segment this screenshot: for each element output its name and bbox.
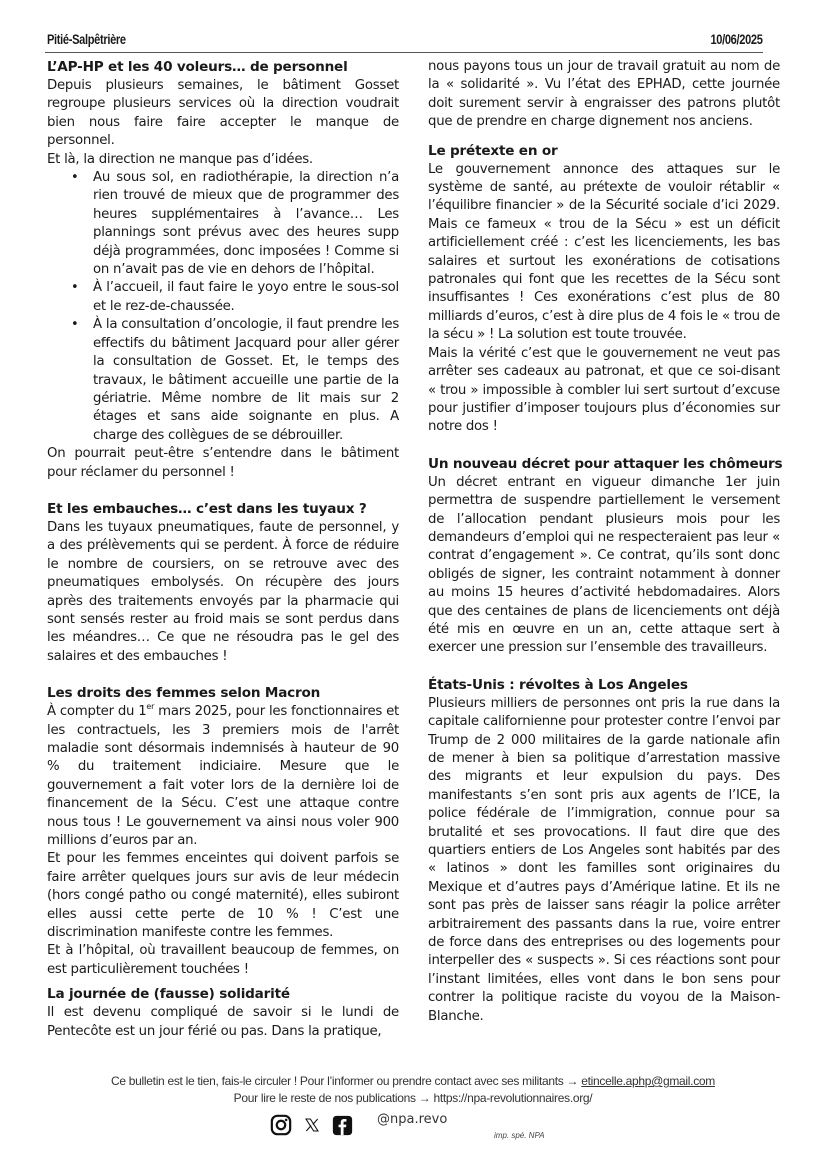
social-handle: @npa.revo [377, 1112, 448, 1127]
article-paragraph: On pourrait peut-être s’entendre dans le bâtiment pour réclamer du personnel ! [47, 446, 399, 480]
article-pretexte [428, 142, 780, 437]
bullet-item: • À la consultation d’oncologie, il faut prendre les effectifs du bâtiment Jacquard pour aller gérer la consultation de Gosset. Et, le temps des travaux, le bâtiment accueille une partie de la gériatrie. Même nombre de lit mais sur 2 étages et sans aide soignante en plus. A charge des collègues de se débrouiller. [93, 316, 399, 445]
article-embauches [47, 500, 399, 666]
article-paragraph: Dans les tuyaux pneumatiques, faute de personnel, y a des prélèvements qui se perdent. À force de réduire le nombre de coursiers, on se retrouve avec des pneumatiques embolysés. On récupère des jours après des traitements envoyés par la pharmacie qui sont sensés rester au froid mais se sont perdus dans les méandres… Ce que ne résoudra pas le gel des salaires et des embauches ! [47, 519, 399, 664]
right-column [428, 58, 783, 1026]
article-paragraph: Mais la vérité c’est que le gouvernement ne veut pas arrêter ses cadeaux au patronat, et que ce soi-disant « trou » impossible à combler lui sert surtout d’excuse pour justifier d’imposer toujours plus d’économies sur notre dos ! [428, 345, 780, 435]
article-title: L’AP-HP et les 40 voleurs… de personnel [47, 59, 348, 75]
x-icon[interactable] [304, 1117, 320, 1137]
article-paragraph: Plusieurs milliers de personnes ont pris la rue dans la capitale californienne pour protester contre l’envoi par Trump de 2 000 militaires de la garde nationale afin de mener à bien sa politique d’arrestation massive des migrants et leur expulsion du pays. Des manifestants s’en sont pris aux agents de l’ICE, la police fédérale de l’immigration, connue pour sa brutalité et ses provocations. Il faut dire que des quartiers entiers de Los Angeles sont habités par des « latinos » dont les familles sont originaires du Mexique et d’autres pays d’Amérique latine. Et ils ne sont pas près de laisser sans réagir la police arrêter arbitrairement des passants dans la rue, voire entrer de force dans des entreprises ou des logements pour interpeller des « suspects ». Si ces réactions sont pour l’instant limitées, elles vont dans le bon sens pour contrer la politique raciste du voyou de la Maison-Blanche. [428, 695, 780, 1024]
article-title: Un nouveau décret pour attaquer les chômeurs [428, 455, 783, 472]
article-paragraph: Un décret entrant en vigueur dimanche 1er juin permettra de suspendre partiellement le versement de l’allocation pendant plusieurs mois pour les demandeurs d’emploi qui ne respecteraient pas leur « contrat d’engagement ». Ce contrat, qu’ils sont donc obligés de signer, les contraint notamment à donner au moins 15 heures d’activité hebdomadaires. Alors que des centaines de plans de licenciements ont déjà été mis en œuvre en un an, cette attaque sert à exercer une pression sur l’ensemble des travailleurs. [428, 474, 780, 656]
footer-publications-line: Pour lire le reste de nos publications → https://npa-revolutionnaires.org/ [233, 1091, 593, 1105]
article-title: Et les embauches… c’est dans les tuyaux ? [47, 500, 367, 517]
article-paragraph: Le gouvernement annonce des attaques sur le système de santé, au prétexte de vouloir rétablir « l’équilibre financier » de la Sécurité sociale d’ici 2029. Mais ce fameux « trou de la Sécu » est un déficit artificiellement créé : c’est les licenciements, les bas salaires et surtout les exonérations de cotisations patronales qui font que les recettes de la Sécu sont insuffisantes ! Ces exonérations c’est plus de 80 milliards d’euros, c’est à dire plus de 4 fois le « trou de la sécu » ! La solution est toute trouvée. [428, 161, 780, 343]
article-droits-femmes [47, 684, 399, 979]
left-column [47, 58, 399, 1041]
article-paragraph-continued: nous payons tous un jour de travail gratuit au nom de la « solidarité ». Vu l’état des EPHAD, cette journée doit surement servir à engraisser des patrons plutôt que de prendre en charge dignement nos anciens. [428, 59, 780, 130]
article-title: États-Unis : révoltes à Los Angeles [428, 676, 688, 693]
contact-email-link[interactable]: etincelle.aphp@gmail.com [581, 1074, 715, 1088]
social-icons [270, 1112, 365, 1142]
article-solidarite [47, 985, 399, 1041]
article-title: Les droits des femmes selon Macron [47, 685, 321, 702]
bullet-item: • À l’accueil, il faut faire le yoyo entre le sous-sol et le rez-de-chaussée. [93, 279, 399, 316]
bullet-list [47, 169, 399, 445]
article-title: La journée de (fausse) solidarité [47, 986, 290, 1003]
article-paragraph: Et pour les femmes enceintes qui doivent parfois se faire arrêter quelques jours sur avis de leur médecin (hors congé patho ou congé maternité), elles subiront elles aussi cette perte de 10 % ! C’est une discrimination manifeste contre les femmes. [47, 851, 399, 941]
page-header [45, 30, 763, 53]
footer-contact-text: Ce bulletin est le tien, fais-le circuler ! Pour l’informer ou prendre contact avec ses militants → [111, 1074, 582, 1088]
instagram-icon[interactable] [270, 1114, 292, 1140]
article-decret-chomeurs [428, 455, 783, 658]
text-span: À compter du 1 [47, 704, 147, 720]
bullet-item: • Au sous sol, en radiothérapie, la direction n’a rien trouvé de mieux que de programmer des heures supplémentaires à l’avance… Les plannings sont prévus avec des heures supp déjà programmées, donc imposées ! Comme si on n’avait pas de vie en dehors de l’hôpital. [93, 169, 399, 279]
imprint-note: imp. spé. NPA [494, 1131, 545, 1140]
article-aphp [47, 58, 399, 482]
article-paragraph: Et à l’hôpital, où travaillent beaucoup de femmes, on est particulièrement touchées ! [47, 943, 399, 977]
facebook-icon[interactable] [332, 1115, 353, 1140]
header-date: 10/06/2025 [710, 32, 763, 47]
article-los-angeles [428, 676, 780, 1026]
article-paragraph: Et là, la direction ne manque pas d’idées. [47, 151, 313, 167]
article-paragraph: Depuis plusieurs semaines, le bâtiment Gosset regroupe plusieurs services où la direction voudrait bien nous faire faire accepter le manque de personnel. [47, 78, 399, 149]
article-title: Le prétexte en or [428, 142, 558, 159]
superscript: er [146, 702, 155, 712]
article-paragraph: Il est devenu compliqué de savoir si le lundi de Pentecôte est un jour férié ou pas. Dans la pratique, [47, 1005, 399, 1039]
footer-contact-line [0, 1074, 826, 1088]
header-site: Pitié-Salpêtrière [47, 32, 126, 47]
article-paragraph [47, 703, 399, 850]
text-span: mars 2025, pour les fonctionnaires et les contractuels, les 3 premiers mois de l'arrêt maladie sont désormais indemnisés à hauteur de 90 % du traitement indiciaire. Mesure que le gouvernement a fait voter lors de la dernière loi de financement de la Sécu. C’est une attaque contre nous tous ! Le gouvernement va ainsi nous voler 900 millions d’euros par an. [47, 704, 399, 849]
